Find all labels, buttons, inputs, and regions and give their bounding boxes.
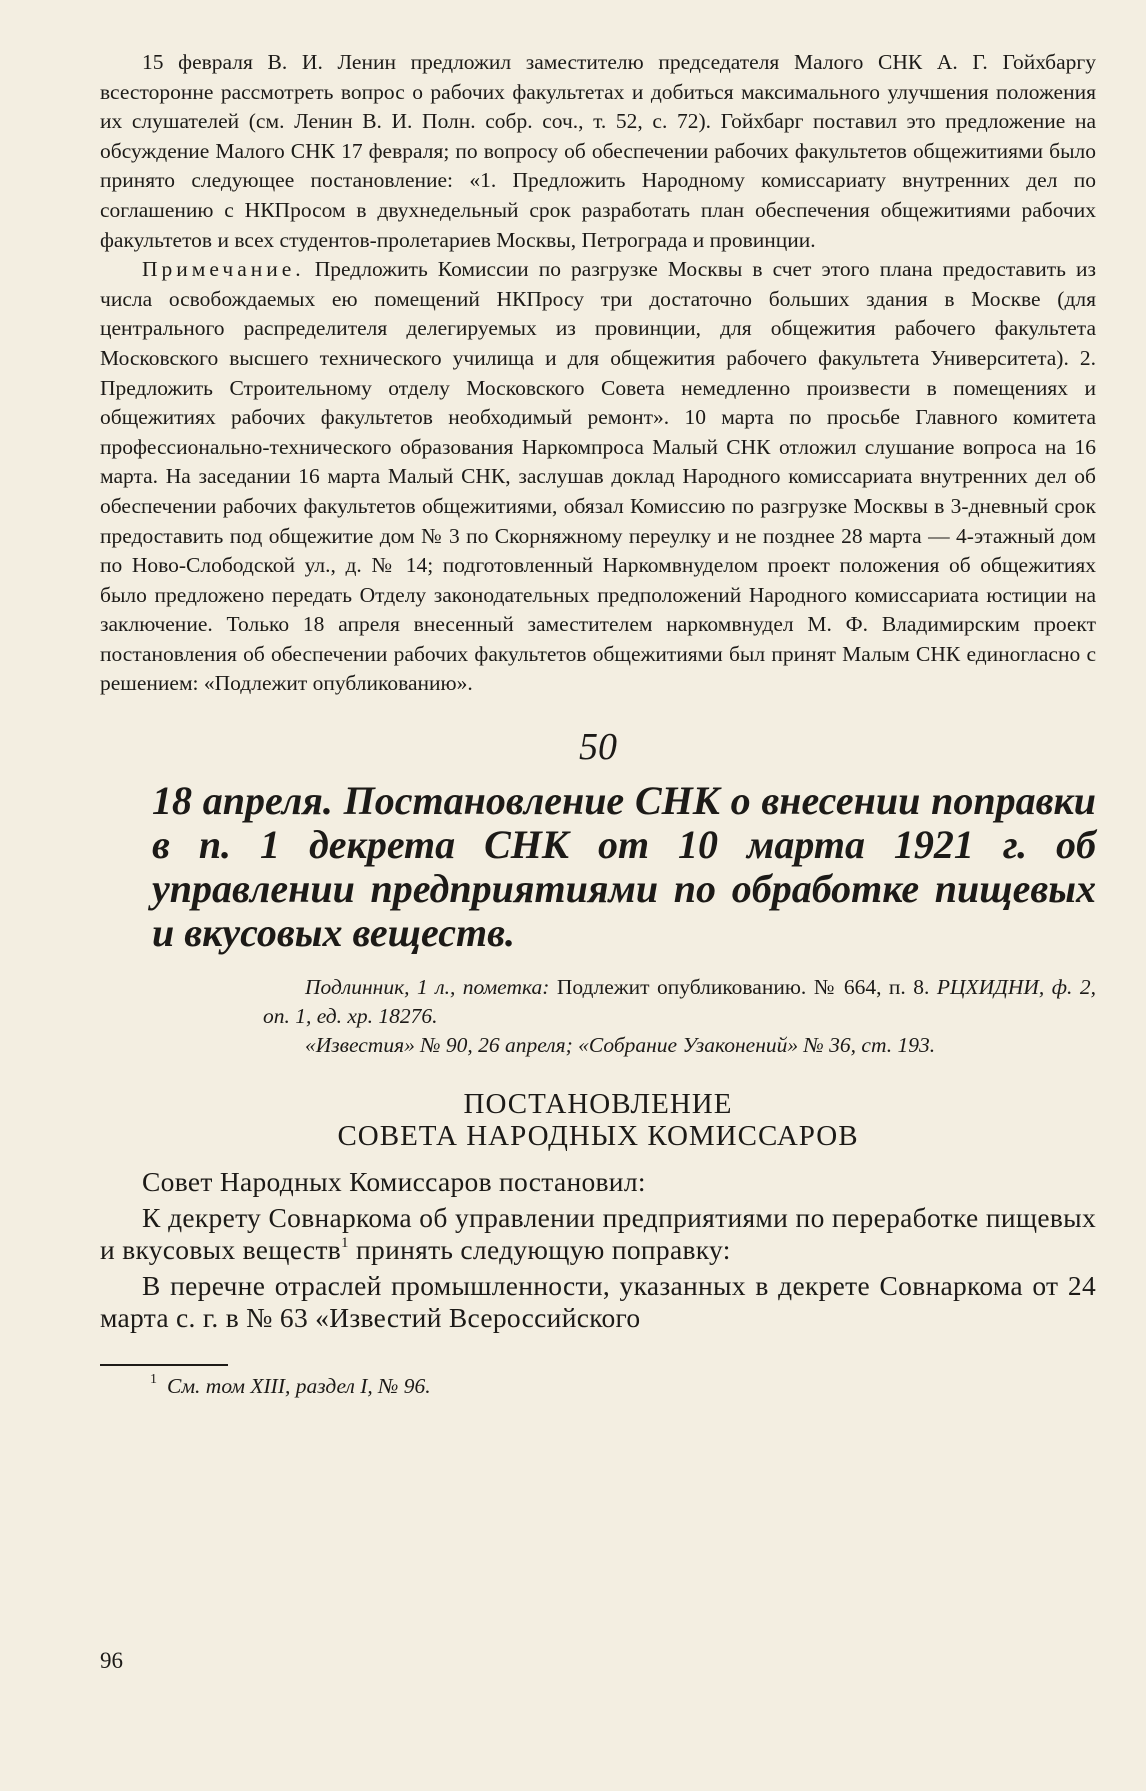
resolution-body — [100, 1166, 1096, 1334]
continuation-note — [100, 48, 1096, 699]
note-paragraph — [100, 255, 1096, 699]
body-paragraph: Совет Народных Комиссаров постановил: — [142, 1166, 646, 1198]
page-content — [100, 48, 1096, 1399]
footnote: $^1$ См. том XIII, раздел I, № 96. — [150, 1372, 431, 1399]
note-lead: Примечание. — [142, 257, 305, 282]
note-text: Предложить Комиссии по разгрузке Москвы в счет этого плана предоставить из числа освобождаемых ею помещений НКПросу три достаточно больших здания в Москве (для центрального распределителя делегируемых из провинции, для общежития рабочего факультета Московского высшего технического училища и для общежития рабочего факультета Университета). 2. Предложить Строительному отделу Московского Совета немедленно произвести в помещениях и общежитиях рабочих факультетов необходимый ремонт». 10 марта по просьбе Главного комитета профессионально-технического образования Наркомпроса Малый СНК отложил слушание вопроса на 16 марта. На заседании 16 марта Малый СНК, заслушав доклад Народного комиссариата внутренних дел об обеспечении рабочих факультетов общежитиями, обязал Комиссию по разгрузке Москвы в 3-дневный срок предоставить под общежитие дом № 3 по Скорняжному переулку и не позднее 28 марта — 4-этажный дом по Ново-Слободской ул., д. № 14; подготовленный Наркомвнуделом проект положения об общежитиях было предложено передать Отделу законодательных предположений Народного комиссариата юстиции на заключение. Только 18 апреля внесенный заместителем наркомвнудел М. Ф. Владимирским проект постановления об обеспечении рабочих факультетов общежитиями был принят Малым СНК единогласно с решением: «Подлежит опубликованию». — [100, 257, 1097, 696]
body-paragraph: В перечне отраслей промышленности, указанных в декрете Совнаркома от 24 марта с. г. в № 63 «Известий Всероссийского — [100, 1270, 1096, 1334]
resolution-title: ПОСТАНОВЛЕНИЕ СОВЕТА НАРОДНЫХ КОМИССАРОВ — [337, 1088, 859, 1153]
body-paragraph: К декрету Совнаркома об управлении предприятиями по переработке пищевых и вкусовых веществ$^1$ принять следующую поправку: — [100, 1202, 1096, 1266]
page-number: 96 — [100, 1648, 123, 1673]
document-number: 50 — [579, 726, 617, 769]
document-heading: 18 апреля. Постановление СНК о внесении поправки в п. 1 декрета СНК от 10 марта 1921 г. об управлении предприятиями по обработке пищевых и вкусовых веществ. — [152, 778, 1096, 956]
note-paragraph: 15 февраля В. И. Ленин предложил заместителю председателя Малого СНК А. Г. Гойхбаргу всесторонне рассмотреть вопрос о рабочих факультетах и добиться максимального улучшения положения их слушателей (см. Ленин В. И. Полн. собр. соч., т. 52, с. 72). Гойхбарг поставил это предложение на обсуждение Малого СНК 17 февраля; по вопросу об обеспечении рабочих факультетов общежитиями было принято следующее постановление: «1. Предложить Народному комиссариату внутренних дел по соглашению с НКПросом в двухнедельный срок разработать план обеспечения общежитиями рабочих факультетов и всех студентов-пролетариев Москвы, Петрограда и провинции. — [100, 50, 1096, 252]
footnote-ref: 1 — [341, 1235, 349, 1252]
source-original: Подлинник, 1 л., пометка: Подлежит опубликованию. № 664, п. 8. РЦХИДНИ, ф. 2, оп. 1, ед. хр. 18276. — [263, 975, 1096, 1029]
source-notes — [100, 973, 1096, 1060]
source-publications: «Известия» № 90, 26 апреля; «Собрание Узаконений» № 36, ст. 193. — [305, 1033, 936, 1058]
footnote-divider — [100, 1364, 228, 1366]
